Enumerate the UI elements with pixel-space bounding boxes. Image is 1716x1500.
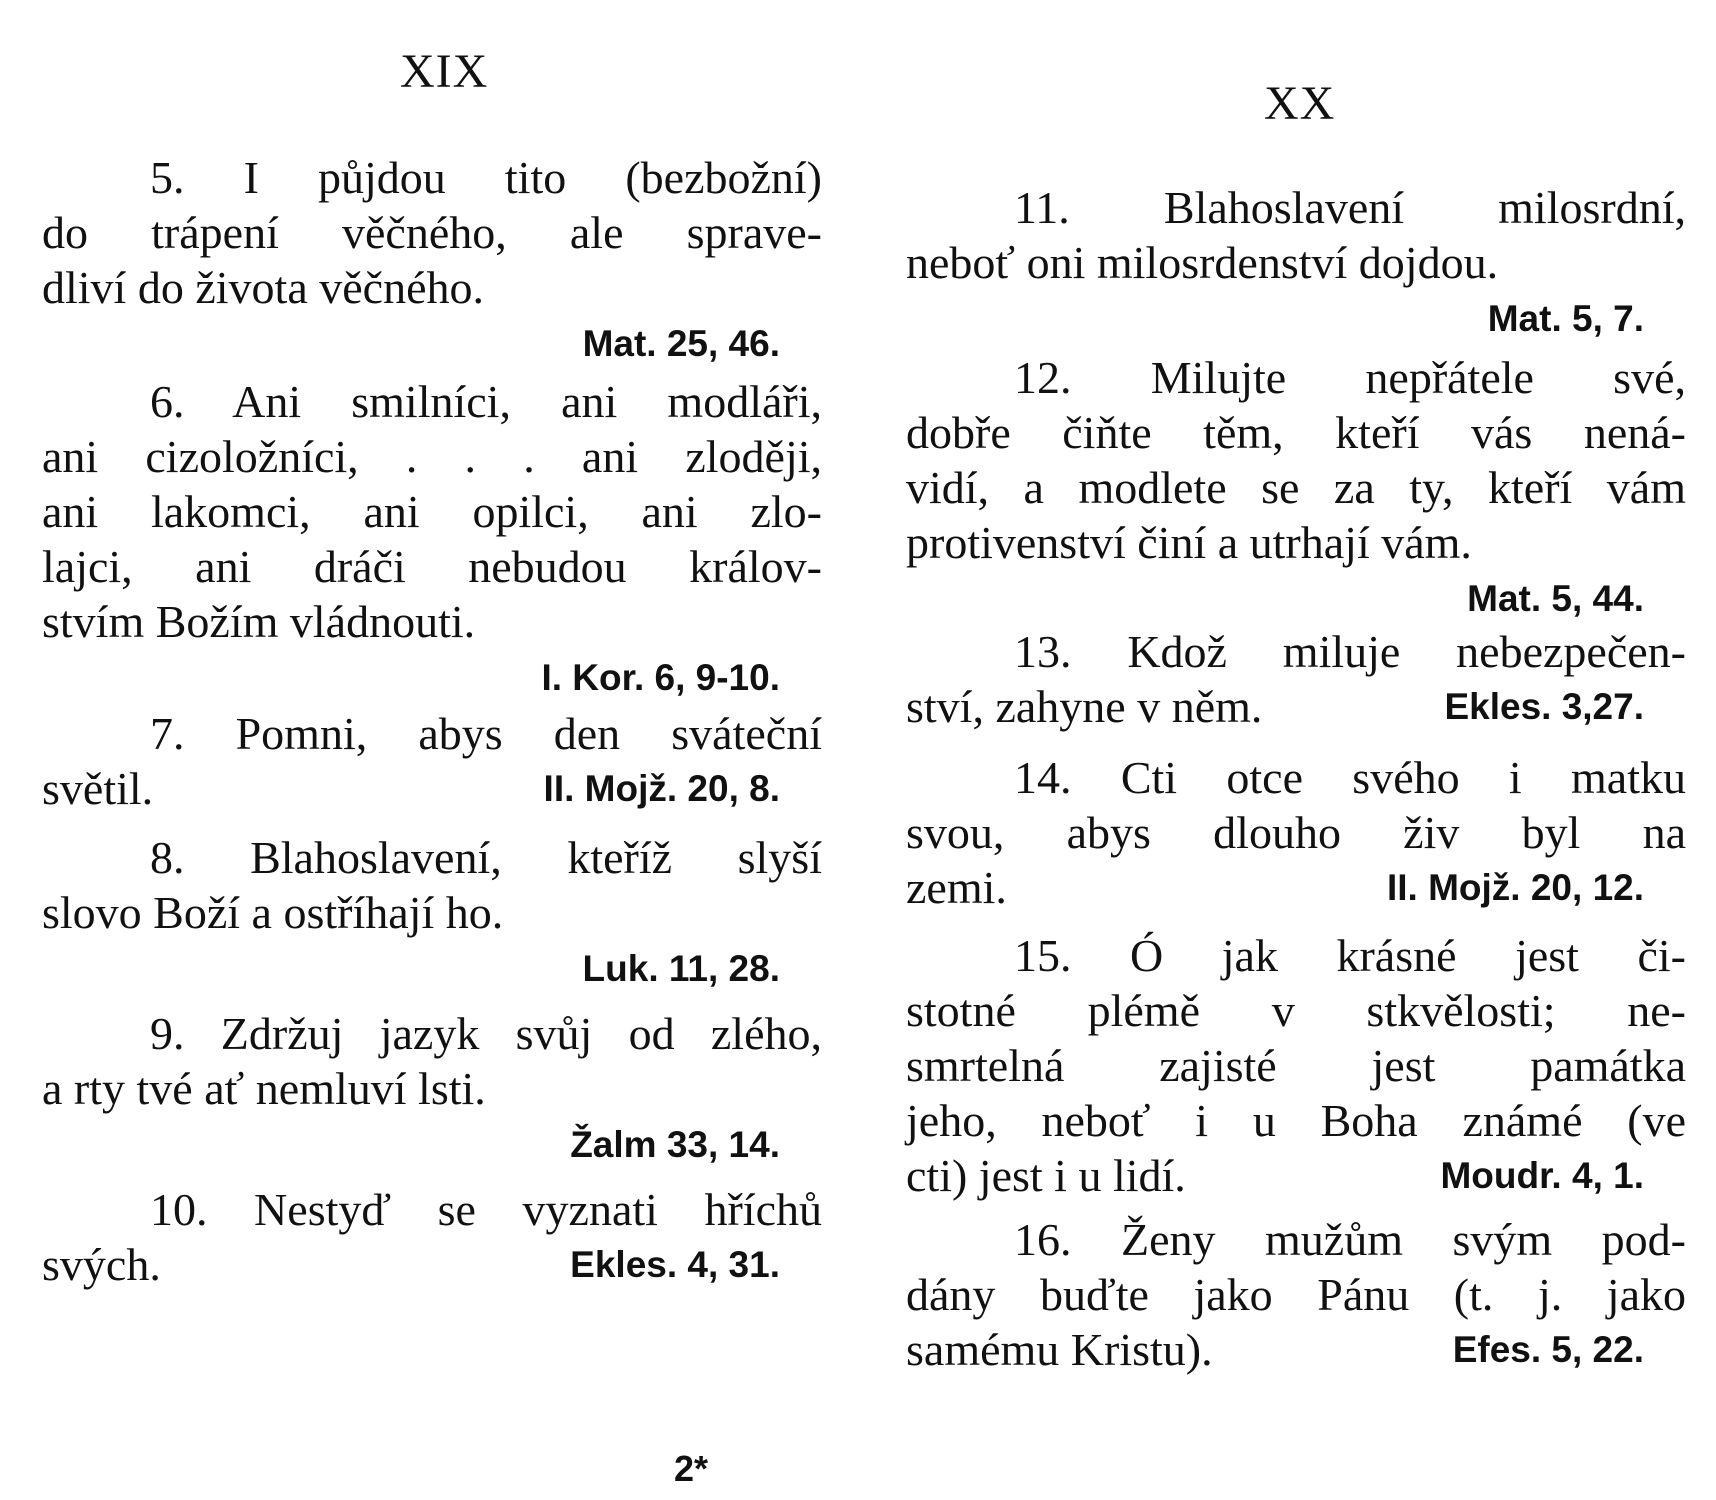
verse-line: 14. Cti otce svého i matku bbox=[1014, 752, 1686, 803]
scripture-reference: Mat. 5, 44. bbox=[1467, 578, 1644, 619]
verse-line: slovo Boží a ostříhají ho. bbox=[42, 887, 504, 938]
verse-16 bbox=[906, 1212, 1686, 1377]
scripture-reference: II. Mojž. 20, 12. bbox=[1386, 867, 1644, 908]
verse-line: neboť oni milosrdenství dojdou. bbox=[906, 237, 1499, 288]
scripture-reference: Ekles. 3,27. bbox=[1444, 686, 1644, 727]
scripture-reference: Žalm 33, 14. bbox=[570, 1124, 780, 1165]
right-page bbox=[906, 0, 1686, 1500]
verse-line: jeho, neboť i u Boha známé (ve bbox=[906, 1095, 1686, 1146]
scripture-reference: Moudr. 4, 1. bbox=[1440, 1155, 1644, 1196]
verse-line-text: světil. bbox=[42, 763, 154, 814]
scripture-reference: II. Mojž. 20, 8. bbox=[543, 768, 780, 809]
verse-line: do trápení věčného, ale sprave- bbox=[42, 207, 822, 258]
verse-line: 9. Zdržuj jazyk svůj od zlého, bbox=[150, 1008, 822, 1059]
verse-line-text: ství, zahyne v něm. bbox=[906, 681, 1263, 732]
verse-14 bbox=[906, 750, 1686, 915]
signature-mark: 2* bbox=[673, 1448, 708, 1489]
verse-12 bbox=[906, 350, 1686, 628]
page-number: XX bbox=[1264, 77, 1336, 130]
verse-7 bbox=[42, 706, 822, 816]
verse-line: svou, abys dlouho živ byl na bbox=[906, 807, 1686, 858]
verse-line: lajci, ani dráči nebudou králov- bbox=[42, 541, 822, 592]
verse-line: 10. Nestyď se vyznati hříchů bbox=[150, 1184, 822, 1235]
verse-line bbox=[906, 1322, 1686, 1377]
verse-line: 6. Ani smilníci, ani modláři, bbox=[150, 376, 822, 427]
verse-line: 13. Kdož miluje nebezpečen- bbox=[1014, 626, 1686, 677]
verse-line bbox=[42, 761, 822, 816]
verse-line: smrtelná zajisté jest památka bbox=[906, 1040, 1686, 1091]
verse-line: stotné plémě v stkvělosti; ne- bbox=[906, 985, 1686, 1036]
verse-5 bbox=[42, 150, 822, 373]
verse-6 bbox=[42, 374, 822, 707]
verse-line-text: cti) jest i u lidí. bbox=[906, 1150, 1186, 1201]
verse-line bbox=[906, 860, 1686, 915]
verse-line: 5. I půjdou tito (bezbožní) bbox=[150, 152, 822, 203]
page-number: XIX bbox=[400, 45, 489, 98]
verse-13 bbox=[906, 624, 1686, 734]
scripture-reference: Ekles. 4, 31. bbox=[570, 1244, 780, 1285]
verse-15 bbox=[906, 928, 1686, 1203]
verse-line: dobře čiňte těm, kteří vás nená- bbox=[906, 407, 1686, 458]
verse-line: 8. Blahoslavení, kteříž slyší bbox=[150, 832, 822, 883]
verse-8 bbox=[42, 830, 822, 998]
verse-10 bbox=[42, 1182, 822, 1292]
verse-line bbox=[42, 1237, 822, 1292]
left-page bbox=[42, 0, 822, 1500]
verse-line: dány buďte jako Pánu (t. j. jako bbox=[906, 1269, 1686, 1320]
verse-line: 15. Ó jak krásné jest či- bbox=[1014, 930, 1686, 981]
verse-line bbox=[906, 679, 1686, 734]
verse-9 bbox=[42, 1006, 822, 1174]
verse-line: ani cizoložníci, . . . ani zloději, bbox=[42, 431, 822, 482]
scripture-reference: I. Kor. 6, 9-10. bbox=[541, 657, 780, 698]
verse-line: protivenství činí a utrhají vám. bbox=[906, 517, 1472, 568]
scripture-reference: Efes. 5, 22. bbox=[1452, 1329, 1644, 1370]
verse-line: 7. Pomni, abys den sváteční bbox=[150, 708, 822, 759]
verse-line-text: zemi. bbox=[906, 862, 1007, 913]
verse-line: 11. Blahoslavení milosrdní, bbox=[1014, 182, 1686, 233]
verse-line: vidí, a modlete se za ty, kteří vám bbox=[906, 462, 1686, 513]
verse-line: 16. Ženy mužům svým pod- bbox=[1014, 1214, 1686, 1265]
scripture-reference: Mat. 25, 46. bbox=[582, 323, 780, 364]
verse-11 bbox=[906, 180, 1686, 348]
verse-line: 12. Milujte nepřátele své, bbox=[1014, 352, 1686, 403]
verse-line-text: samému Kristu). bbox=[906, 1324, 1213, 1375]
verse-line: dliví do života věčného. bbox=[42, 262, 484, 313]
verse-line: ani lakomci, ani opilci, ani zlo- bbox=[42, 486, 822, 537]
verse-line-text: svých. bbox=[42, 1239, 161, 1290]
scripture-reference: Mat. 5, 7. bbox=[1487, 298, 1644, 339]
verse-line: a rty tvé ať nemluví lsti. bbox=[42, 1063, 486, 1114]
verse-line: stvím Božím vládnouti. bbox=[42, 596, 476, 647]
verse-line bbox=[906, 1148, 1686, 1203]
scripture-reference: Luk. 11, 28. bbox=[582, 948, 780, 989]
